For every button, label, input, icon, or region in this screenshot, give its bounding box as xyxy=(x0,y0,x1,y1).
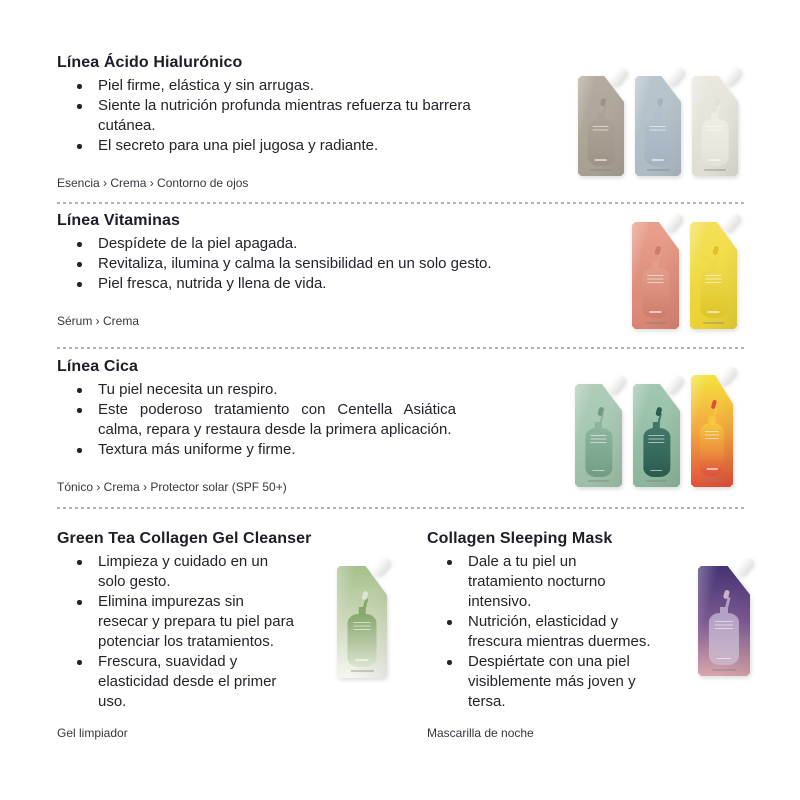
bullet-item: Textura más uniforme y firme. xyxy=(75,440,498,460)
routine-steps: Mascarilla de noche xyxy=(427,726,534,740)
bullet-item: Nutrición, elasticidad y frescura mientras duermes. xyxy=(445,612,653,652)
pouch-body xyxy=(635,76,681,176)
routine-steps: Sérum › Crema xyxy=(57,314,140,328)
bullet-list xyxy=(57,552,337,712)
pouch-body xyxy=(633,384,680,487)
section-title: Collagen Sleeping Mask xyxy=(427,530,613,547)
pouch-body xyxy=(632,222,679,329)
routine-steps: Tónico › Crema › Protector solar (SPF 50+) xyxy=(57,480,287,494)
bottle-label xyxy=(648,435,664,442)
bottle-label xyxy=(353,622,370,630)
bottle-vial xyxy=(702,119,729,166)
bullet-item: Este poderoso tratamiento con Centella Asiática calma, repara y restaura desde la primera aplicación. xyxy=(75,400,456,440)
bottle-footer-text xyxy=(651,470,663,472)
pouch-footer-text xyxy=(351,670,374,672)
bottle-footer-text xyxy=(595,159,607,161)
bottle-vial xyxy=(700,423,724,476)
pouch-footer-text xyxy=(703,322,725,324)
sunset-gradient-pouch xyxy=(691,375,733,487)
bullet-list xyxy=(427,552,707,712)
bullet-list xyxy=(57,76,557,156)
section-green-tea-cleanser xyxy=(57,528,337,741)
dropper-bottle-illustration xyxy=(709,595,739,665)
pouch-body xyxy=(575,384,622,487)
dotted-divider xyxy=(57,507,745,509)
product-row-vitaminas xyxy=(632,222,737,329)
dotted-divider xyxy=(57,347,745,349)
cream-pouch xyxy=(692,76,738,176)
bottle-label xyxy=(715,621,733,629)
bottle-label xyxy=(707,126,723,133)
bullet-list xyxy=(57,234,577,294)
yellow-pouch xyxy=(690,222,737,329)
product-row-hialuronico xyxy=(578,76,738,176)
pouch-footer-text xyxy=(590,169,611,171)
bullet-item: Despídete de la piel apagada. xyxy=(75,234,498,254)
pouch-body xyxy=(698,566,750,676)
bullet-item: Revitaliza, ilumina y calma la sensibilidad en un solo gesto. xyxy=(75,254,498,274)
bottle-footer-text xyxy=(708,311,720,313)
purple-gradient-pouch xyxy=(698,566,750,676)
routine-steps: Esencia › Crema › Contorno de ojos xyxy=(57,176,249,190)
bottle-vial xyxy=(585,428,612,477)
bottle-footer-text xyxy=(356,659,369,661)
pouch-body xyxy=(337,566,387,678)
blue-gray-pouch xyxy=(635,76,681,176)
bullet-item: Siente la nutrición profunda mientras refuerza tu barrera cutánea. xyxy=(75,96,498,136)
pouch-footer-text xyxy=(702,479,721,481)
bullet-item: Dale a tu piel un tratamiento nocturno intensivo. xyxy=(445,552,653,612)
bullet-item: Elimina impurezas sin resecar y prepara tu piel para potenciar los tratamientos. xyxy=(75,592,295,652)
pouch-footer-text xyxy=(588,480,610,482)
bullet-item: Piel firme, elástica y sin arrugas. xyxy=(75,76,498,96)
pouch-spout-cap-icon xyxy=(724,66,743,86)
pouch-spout-cap-icon xyxy=(373,556,392,576)
section-acido-hialuronico xyxy=(57,52,557,191)
bullet-item: Limpieza y cuidado en un solo gesto. xyxy=(75,552,295,592)
green-pouch xyxy=(633,384,680,487)
pouch-spout-cap-icon xyxy=(736,556,755,576)
pouch-footer-text xyxy=(647,169,668,171)
section-cica xyxy=(57,356,557,495)
bottle-footer-text xyxy=(652,159,664,161)
beige-pouch xyxy=(578,76,624,176)
pouch-footer-text xyxy=(704,169,725,171)
bullet-item: Despiértate con una piel visiblemente más joven y tersa. xyxy=(445,652,653,712)
pouch-spout-cap-icon xyxy=(719,365,738,385)
pouch-footer-text xyxy=(712,669,736,671)
pouch-spout-cap-icon xyxy=(665,212,684,232)
section-vitaminas xyxy=(57,210,577,329)
pouch-body xyxy=(578,76,624,176)
routine-steps: Gel limpiador xyxy=(57,726,128,740)
pouch-body xyxy=(690,222,737,329)
dotted-divider xyxy=(57,202,745,204)
pouch-body xyxy=(692,76,738,176)
section-title: Línea Vitaminas xyxy=(57,212,181,229)
bottle-vial xyxy=(588,119,615,166)
dropper-bottle-illustration xyxy=(645,102,672,166)
bottle-label xyxy=(590,435,606,442)
bottle-vial xyxy=(642,268,669,319)
pouch-spout-cap-icon xyxy=(610,66,629,86)
bottle-label xyxy=(705,275,721,283)
pouch-spout-cap-icon xyxy=(723,212,742,232)
dropper-bottle-illustration xyxy=(700,250,727,318)
dropper-bottle-illustration xyxy=(642,250,669,318)
product-row-cica xyxy=(575,375,733,487)
dropper-bottle-illustration xyxy=(588,102,615,166)
coral-pouch xyxy=(632,222,679,329)
bottle-vial xyxy=(348,614,377,667)
dropper-bottle-illustration xyxy=(585,411,612,477)
bottle-label xyxy=(650,126,666,133)
dropper-bottle-illustration xyxy=(700,404,724,476)
pouch-spout-cap-icon xyxy=(666,374,685,394)
section-title: Línea Ácido Hialurónico xyxy=(57,54,243,71)
dropper-bottle-illustration xyxy=(702,102,729,166)
pouch-footer-text xyxy=(645,322,667,324)
product-sleeping-mask xyxy=(698,566,750,676)
bottle-footer-text xyxy=(707,468,718,470)
dropper-bottle-illustration xyxy=(643,411,670,477)
bottle-footer-text xyxy=(709,159,721,161)
bullet-item: Piel fresca, nutrida y llena de vida. xyxy=(75,274,498,294)
bullet-item: El secreto para una piel jugosa y radiante. xyxy=(75,136,498,156)
dropper-bottle-illustration xyxy=(348,595,377,667)
bottle-vial xyxy=(643,428,670,477)
pouch-body xyxy=(691,375,733,487)
bottle-label xyxy=(593,126,609,133)
green-tea-gradient-pouch xyxy=(337,566,387,678)
bullet-list xyxy=(57,380,557,460)
bottle-footer-text xyxy=(650,311,662,313)
section-title: Green Tea Collagen Gel Cleanser xyxy=(57,530,312,547)
product-green-tea xyxy=(337,566,387,678)
bottle-vial xyxy=(709,613,739,665)
section-title: Línea Cica xyxy=(57,358,139,375)
pouch-footer-text xyxy=(646,480,668,482)
bottle-footer-text xyxy=(593,470,605,472)
pouch-spout-cap-icon xyxy=(608,374,627,394)
sage-green-pouch xyxy=(575,384,622,487)
section-collagen-sleeping-mask xyxy=(427,528,707,741)
bottle-label xyxy=(647,275,663,283)
bullet-item: Tu piel necesita un respiro. xyxy=(75,380,498,400)
bottle-vial xyxy=(645,119,672,166)
bottle-footer-text xyxy=(717,658,730,660)
pouch-spout-cap-icon xyxy=(667,66,686,86)
bottle-vial xyxy=(700,268,727,319)
bullet-item: Frescura, suavidad y elasticidad desde el primer uso. xyxy=(75,652,295,712)
bottle-label xyxy=(705,431,720,439)
